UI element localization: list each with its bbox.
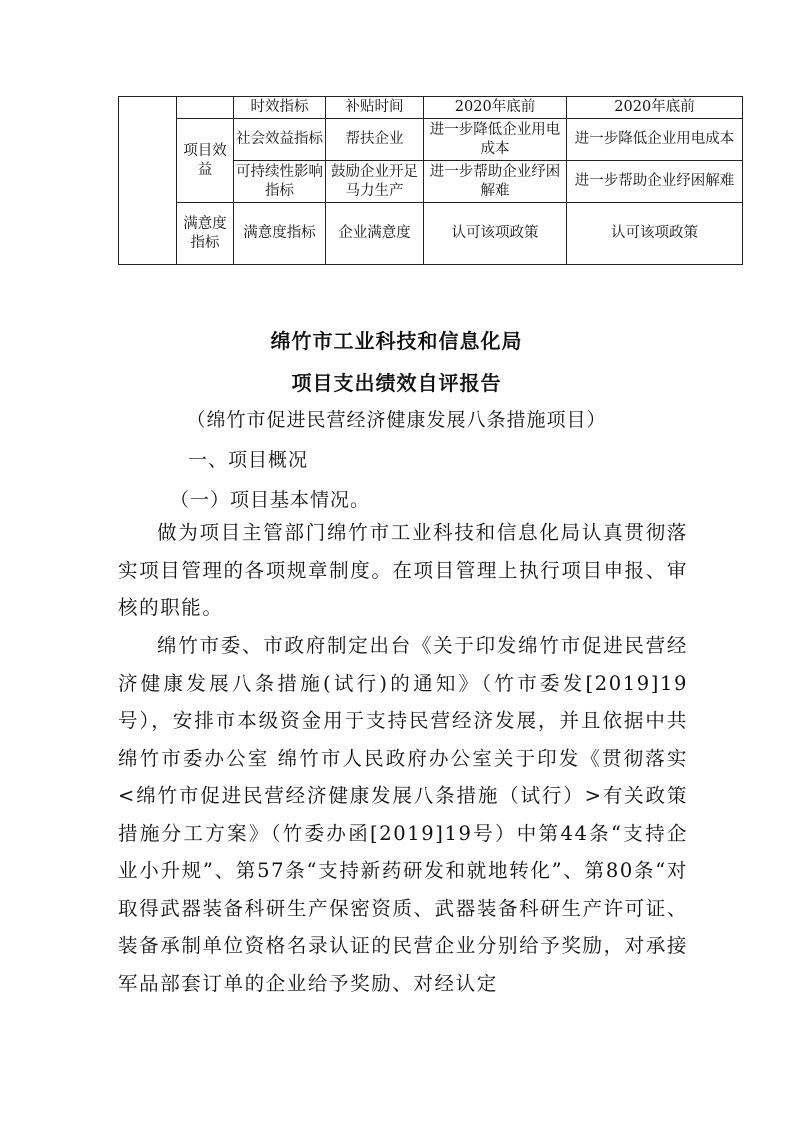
table-cell: 进一步帮助企业纾困解难: [567, 161, 743, 203]
table-cell: 进一步降低企业用电成本: [424, 119, 567, 161]
table-row: [119, 119, 743, 161]
table-cell: 项目效益: [177, 119, 234, 203]
report-title: 项目支出绩效自评报告: [291, 371, 502, 395]
table-cell: 补贴时间: [326, 97, 424, 119]
table-cell: 认可该项政策: [424, 203, 567, 265]
table-cell: 满意度指标: [234, 203, 326, 265]
table-cell: 鼓励企业开足马力生产: [326, 161, 424, 203]
table-row: [119, 203, 743, 265]
table-cell: 进一步帮助企业纾困解难: [424, 161, 567, 203]
table-cell: 时效指标: [234, 97, 326, 119]
table-cell: 满意度指标: [177, 203, 234, 265]
section-heading-basic-info: （一）项目基本情况。: [170, 489, 371, 511]
table-cell: 帮扶企业: [326, 119, 424, 161]
performance-indicator-table: [118, 96, 743, 265]
table-cell: 2020年底前: [567, 97, 743, 119]
table-cell: [177, 97, 234, 119]
section-heading-overview: 一、项目概况: [188, 449, 309, 471]
table-cell: 进一步降低企业用电成本: [567, 119, 743, 161]
paragraph-management: 做为项目主管部门绵竹市工业科技和信息化局认真贯彻落实项目管理的各项规章制度。在项目管理上执行项目申报、审核的职能。: [118, 521, 688, 619]
table-row: [119, 97, 743, 119]
table-cell: 社会效益指标: [234, 119, 326, 161]
table-cell: 认可该项政策: [567, 203, 743, 265]
table-cell: 2020年底前: [424, 97, 567, 119]
table-cell: 可持续性影响指标: [234, 161, 326, 203]
project-subtitle: （绵竹市促进民营经济健康发展八条措施项目）: [186, 409, 607, 431]
table-cell: 企业满意度: [326, 203, 424, 265]
org-name: 绵竹市工业科技和信息化局: [270, 329, 523, 353]
paragraph-policy-basis: 绵竹市委、市政府制定出台《关于印发绵竹市促进民营经济健康发展八条措施(试行)的通知》（竹市委发[2019]19号），安排市本级资金用于支持民营经济发展，并且依据中共绵竹市委办公室 绵竹市人民政府办公室关于印发《贯彻落实<绵竹市促进民营经济健康发展八条措施（试行）>有关政策措施分工方案》（竹委办函[2019]19号）中第44条“支持企业小升规”、第57条“支持新药研发和就地转化”、第80条“对取得武器装备科研生产保密资质、武器装备科研生产许可证、装备承制单位资格名录认证的民营企业分别给予奖励，对承接军品部套订单的企业给予奖励、对经认定: [118, 634, 688, 995]
table-cell: [119, 97, 177, 265]
